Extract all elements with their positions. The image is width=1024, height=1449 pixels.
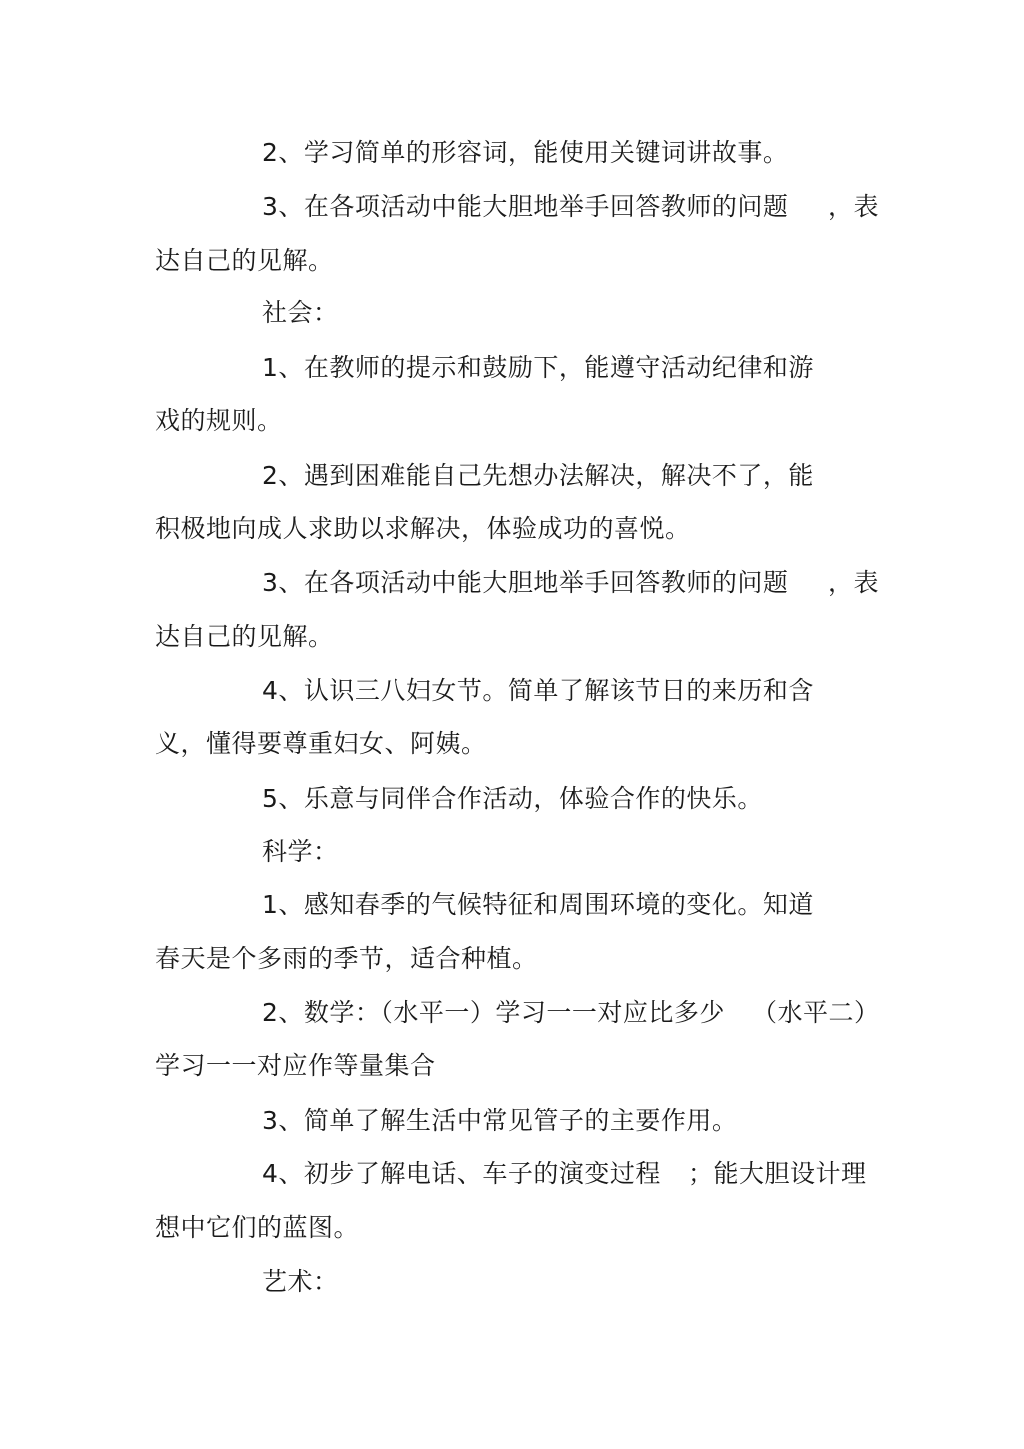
paragraph-line-tail: ，表 (828, 568, 880, 597)
paragraph-line: 达自己的见解。 (155, 622, 334, 651)
paragraph-line-tail: ；能大胆设计理 (688, 1159, 867, 1188)
paragraph-line: 2、学习简单的形容词，能使用关键词讲故事。 (262, 138, 789, 167)
paragraph-line: 达自己的见解。 (155, 246, 334, 275)
paragraph-line: 5、乐意与同伴合作活动，体验合作的快乐。 (262, 784, 763, 813)
paragraph-line: 4、初步了解电话、车子的演变过程 (262, 1159, 661, 1188)
paragraph-line: 积极地向成人求助以求解决，体验成功的喜悦。 (155, 514, 691, 543)
section-heading-art: 艺术： (262, 1267, 339, 1296)
paragraph-line: 学习一一对应作等量集合 (155, 1051, 436, 1080)
paragraph-line: 想中它们的蓝图。 (155, 1213, 360, 1242)
paragraph-line: 戏的规则。 (155, 406, 283, 435)
paragraph-line: 2、数学：（水平一）学习一一对应比多少 (262, 998, 725, 1027)
paragraph-line: 3、简单了解生活中常见管子的主要作用。 (262, 1106, 738, 1135)
paragraph-line: 义，懂得要尊重妇女、阿姨。 (155, 729, 487, 758)
section-heading-social: 社会： (262, 298, 339, 327)
paragraph-line-tail: （水平二） (752, 998, 880, 1027)
paragraph-line: 3、在各项活动中能大胆地举手回答教师的问题 (262, 568, 789, 597)
paragraph-line-tail: ，表 (828, 192, 880, 221)
paragraph-line: 4、认识三八妇女节。简单了解该节日的来历和含 (262, 676, 814, 705)
paragraph-line: 3、在各项活动中能大胆地举手回答教师的问题 (262, 192, 789, 221)
paragraph-line: 2、遇到困难能自己先想办法解决，解决不了，能 (262, 461, 814, 490)
paragraph-line: 1、在教师的提示和鼓励下，能遵守活动纪律和游 (262, 353, 814, 382)
paragraph-line: 春天是个多雨的季节，适合种植。 (155, 944, 538, 973)
section-heading-science: 科学： (262, 837, 339, 866)
paragraph-line: 1、感知春季的气候特征和周围环境的变化。知道 (262, 890, 814, 919)
